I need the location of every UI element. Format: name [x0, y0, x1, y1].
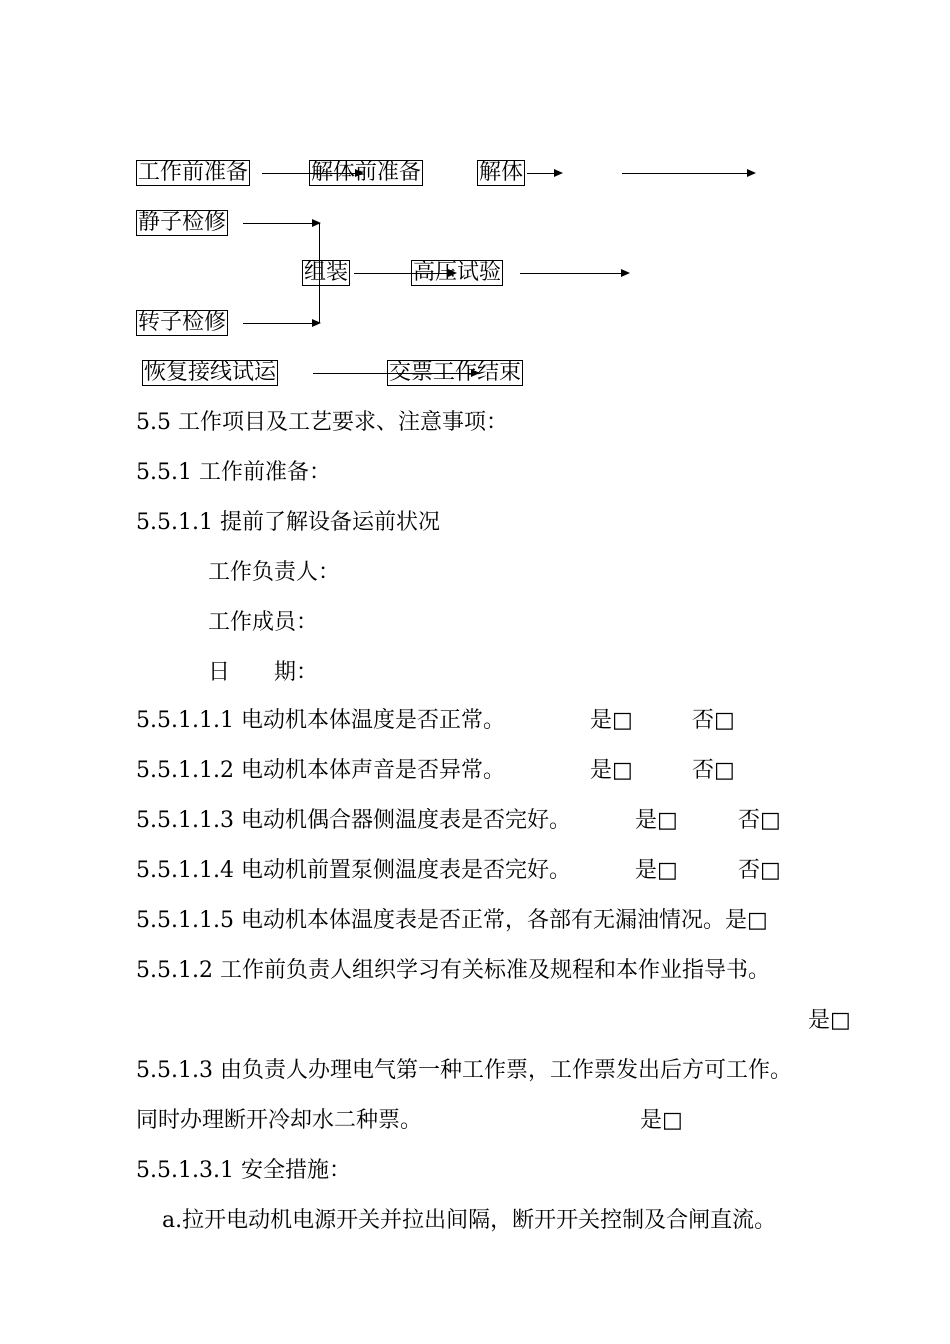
item-5-5-1-1-2: 5.5.1.1.2 电动机本体声音是否异常。 — [136, 758, 505, 783]
section-5-5-1-heading: 5.5.1 工作前准备： — [136, 460, 331, 485]
label-date: 日 期： — [208, 660, 319, 685]
flow-box-handover: 交票工作结束 — [389, 360, 522, 385]
yes-checkbox[interactable]: 是□ — [640, 1108, 683, 1133]
label-team-members: 工作成员： — [208, 610, 319, 635]
flow-box-stator: 静子检修 — [138, 210, 227, 235]
no-checkbox[interactable]: 否□ — [738, 808, 781, 833]
flow-box-disassembly: 解体 — [479, 160, 524, 185]
item-5-5-1-1-1: 5.5.1.1.1 电动机本体温度是否正常。 — [136, 708, 505, 733]
flow-box-hv-test: 高压试验 — [413, 260, 502, 285]
no-checkbox[interactable]: 否□ — [692, 758, 735, 783]
safety-measure-a: a.拉开电动机电源开关并拉出间隔，断开开关控制及合闸直流。 — [162, 1208, 777, 1233]
flow-arrow-stator — [243, 223, 319, 224]
item-5-5-1-1: 5.5.1.1 提前了解设备运前状况 — [136, 510, 440, 535]
flow-arrow-1 — [262, 173, 362, 174]
flow-box-assembly: 组装 — [304, 260, 349, 285]
flow-box-work-prep: 工作前准备 — [138, 160, 249, 185]
no-checkbox[interactable]: 否□ — [738, 858, 781, 883]
no-checkbox[interactable]: 否□ — [692, 708, 735, 733]
yes-checkbox[interactable]: 是□ — [635, 858, 678, 883]
item-5-5-1-1-5: 5.5.1.1.5 电动机本体温度表是否正常，各部有无漏油情况。是□ — [136, 908, 768, 933]
item-5-5-1-3-cont: 同时办理断开冷却水二种票。 — [136, 1108, 423, 1133]
flow-box-restore: 恢复接线试运 — [144, 360, 277, 385]
yes-checkbox[interactable]: 是□ — [590, 758, 633, 783]
flow-box-rotor: 转子检修 — [138, 310, 227, 335]
yes-checkbox[interactable]: 是□ — [808, 1008, 851, 1033]
item-5-5-1-3-1: 5.5.1.3.1 安全措施： — [136, 1158, 351, 1183]
flow-arrow-3 — [622, 173, 754, 174]
label-person-in-charge: 工作负责人： — [208, 560, 341, 585]
flow-arrow-rotor — [243, 323, 319, 324]
flow-arrow-2 — [527, 173, 561, 174]
item-5-5-1-3: 5.5.1.3 由负责人办理电气第一种工作票，工作票发出后方可工作。 — [136, 1058, 792, 1083]
item-5-5-1-2: 5.5.1.2 工作前负责人组织学习有关标准及规程和本作业指导书。 — [136, 958, 770, 983]
yes-checkbox[interactable]: 是□ — [635, 808, 678, 833]
section-5-5-heading: 5.5 工作项目及工艺要求、注意事项： — [136, 410, 508, 435]
flow-arrow-hv-test — [520, 273, 628, 274]
flow-box-pre-disassembly: 解体前准备 — [311, 160, 422, 185]
yes-checkbox[interactable]: 是□ — [590, 708, 633, 733]
item-5-5-1-1-3: 5.5.1.1.3 电动机偶合器侧温度表是否完好。 — [136, 808, 571, 833]
item-5-5-1-1-4: 5.5.1.1.4 电动机前置泵侧温度表是否完好。 — [136, 858, 571, 883]
